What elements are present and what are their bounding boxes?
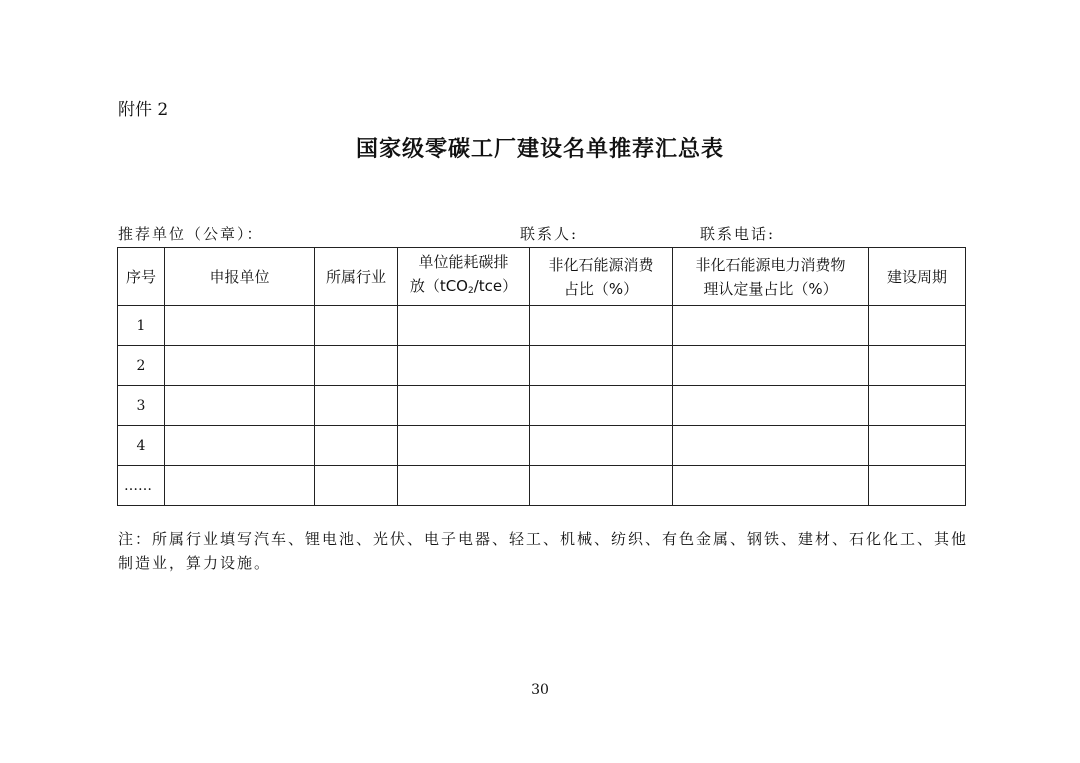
cell-industry[interactable] xyxy=(315,426,398,466)
header-industry: 所属行业 xyxy=(315,248,398,306)
table-row xyxy=(118,346,966,386)
header-non-fossil-power-share-line1: 非化石能源电力消费物 xyxy=(695,255,846,274)
cell-applicant[interactable] xyxy=(165,306,315,346)
cell-construction-period[interactable] xyxy=(869,466,966,506)
row-serial: 2 xyxy=(118,346,165,386)
header-non-fossil-share-line2: 占比（%） xyxy=(563,279,639,298)
cell-construction-period[interactable] xyxy=(869,426,966,466)
cell-industry[interactable] xyxy=(315,466,398,506)
cell-non-fossil-power-share[interactable] xyxy=(673,466,869,506)
recommendation-table xyxy=(117,247,966,506)
cell-applicant[interactable] xyxy=(165,386,315,426)
header-non-fossil-power-share xyxy=(673,248,869,306)
recommending-unit-label: 推荐单位（公章）： xyxy=(118,225,264,243)
row-serial: 3 xyxy=(118,386,165,426)
table-row xyxy=(118,386,966,426)
header-serial: 序号 xyxy=(118,248,165,306)
cell-carbon-intensity[interactable] xyxy=(398,466,530,506)
cell-construction-period[interactable] xyxy=(869,386,966,426)
header-non-fossil-share xyxy=(530,248,673,306)
table-header-row xyxy=(118,248,966,306)
footnote: 注：所属行业填写汽车、锂电池、光伏、电子电器、轻工、机械、纺织、有色金属、钢铁、建材、石化化工、其他制造业，算力设施。 xyxy=(118,530,969,572)
header-non-fossil-power-share-line2: 理认定量占比（%） xyxy=(703,279,838,298)
cell-non-fossil-power-share[interactable] xyxy=(673,346,869,386)
row-serial: 1 xyxy=(118,306,165,346)
row-serial: 4 xyxy=(118,426,165,466)
table-row xyxy=(118,426,966,466)
header-applicant: 申报单位 xyxy=(165,248,315,306)
page-title: 国家级零碳工厂建设名单推荐汇总表 xyxy=(355,136,724,162)
cell-carbon-intensity[interactable] xyxy=(398,386,530,426)
cell-non-fossil-power-share[interactable] xyxy=(673,306,869,346)
table-row xyxy=(118,466,966,506)
header-carbon-intensity-unit-post: /tce） xyxy=(473,277,518,295)
row-ellipsis: …… xyxy=(118,466,165,506)
cell-carbon-intensity[interactable] xyxy=(398,346,530,386)
page-number: 30 xyxy=(531,682,549,698)
header-carbon-intensity xyxy=(398,248,530,306)
table-row xyxy=(118,306,966,346)
cell-non-fossil-power-share[interactable] xyxy=(673,386,869,426)
header-carbon-intensity-unit-sub: 2 xyxy=(468,286,474,296)
header-non-fossil-share-line1: 非化石能源消费 xyxy=(548,255,654,274)
header-construction-period: 建设周期 xyxy=(869,248,966,306)
cell-applicant[interactable] xyxy=(165,346,315,386)
attachment-label: 附件 2 xyxy=(118,100,169,120)
cell-industry[interactable] xyxy=(315,346,398,386)
cell-industry[interactable] xyxy=(315,386,398,426)
cell-carbon-intensity[interactable] xyxy=(398,426,530,466)
cell-non-fossil-share[interactable] xyxy=(530,426,673,466)
cell-carbon-intensity[interactable] xyxy=(398,306,530,346)
cell-construction-period[interactable] xyxy=(869,346,966,386)
contact-person-label: 联系人: xyxy=(520,225,579,243)
contact-phone-label: 联系电话: xyxy=(700,225,776,243)
cell-non-fossil-share[interactable] xyxy=(530,386,673,426)
cell-construction-period[interactable] xyxy=(869,306,966,346)
cell-non-fossil-share[interactable] xyxy=(530,306,673,346)
cell-industry[interactable] xyxy=(315,306,398,346)
cell-applicant[interactable] xyxy=(165,426,315,466)
cell-non-fossil-power-share[interactable] xyxy=(673,426,869,466)
header-carbon-intensity-line1: 单位能耗碳排 xyxy=(418,253,509,271)
header-carbon-intensity-unit-pre: 放（tCO xyxy=(409,277,468,295)
cell-non-fossil-share[interactable] xyxy=(530,466,673,506)
cell-non-fossil-share[interactable] xyxy=(530,346,673,386)
cell-applicant[interactable] xyxy=(165,466,315,506)
